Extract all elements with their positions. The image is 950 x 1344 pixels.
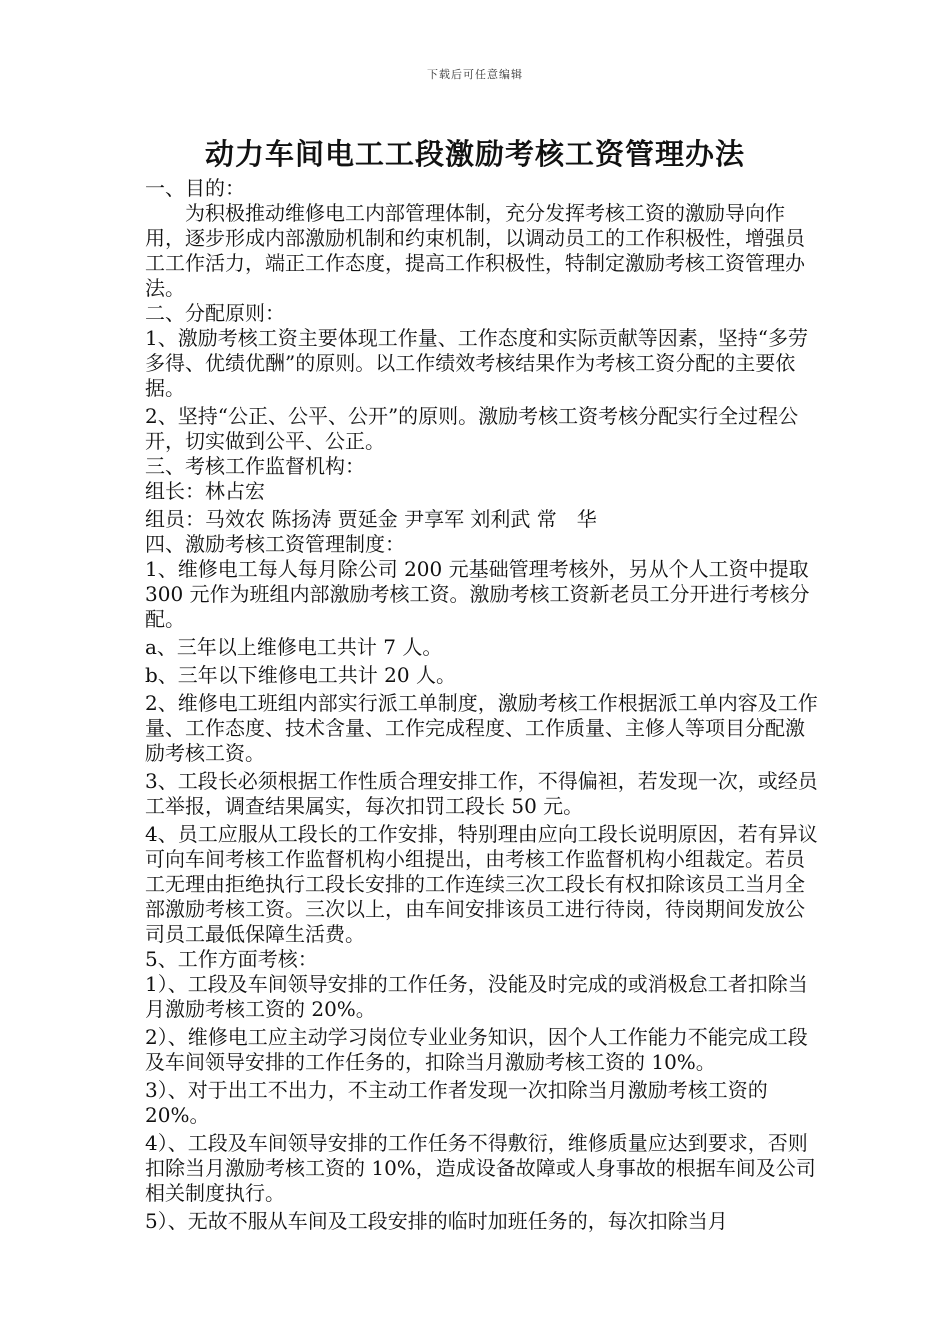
paragraph-purpose: 为积极推动维修电工内部管理体制，充分发挥考核工资的激励导向作用，逐步形成内部激励机制和约束机制，以调动员工的工作积极性，增强员工工作活力，端正工作态度，提高工作积极性，特制定激励考核工资管理办法。	[145, 201, 805, 300]
paragraph-rule-1b: b、三年以下维修电工共计 20 人。	[145, 663, 456, 687]
paragraph-rule-2: 2、维修电工班组内部实行派工单制度，激励考核工作根据派工单内容及工作量、工作态度、技术含量、工作完成程度、工作质量、主修人等项目分配激励考核工资。	[145, 691, 818, 765]
section-heading-purpose: 一、目的：	[145, 176, 245, 200]
paragraph-principle-2: 2、坚持“公正、公平、公开”的原则。激励考核工资考核分配实行全过程公开，切实做到公平、公正。	[145, 404, 799, 453]
document-body	[145, 176, 820, 1234]
section-heading-supervision: 三、考核工作监督机构：	[145, 454, 365, 478]
paragraph-rule-3: 3、工段长必须根据工作性质合理安排工作，不得偏袒，若发现一次，或经员工举报，调查结果属实，每次扣罚工段长 50 元。	[145, 769, 818, 818]
paragraph-rule-5-3: 3）、对于出工不出力，不主动工作者发现一次扣除当月激励考核工资的 20%。	[145, 1078, 768, 1127]
paragraph-rule-5-1: 1）、工段及车间领导安排的工作任务，没能及时完成的或消极怠工者扣除当月激励考核工资的 20%。	[145, 972, 808, 1021]
document-title: 动力车间电工工段激励考核工资管理办法	[204, 137, 745, 171]
paragraph-team-members: 组员：马效农 陈扬涛 贾延金 尹享军 刘利武 常 华	[145, 507, 597, 531]
paragraph-team-leader: 组长：林占宏	[145, 479, 265, 503]
paragraph-principle-1: 1、激励考核工资主要体现工作量、工作态度和实际贡献等因素，坚持“多劳多得、优绩优酬”的原则。以工作绩效考核结果作为考核工资分配的主要依据。	[145, 326, 808, 400]
paragraph-rule-1: 1、维修电工每人每月除公司 200 元基础管理考核外，另从个人工资中提取 300 元作为班组内部激励考核工资。激励考核工资新老员工分开进行考核分配。	[145, 557, 810, 631]
download-editable-note: 下载后可任意编辑	[427, 68, 523, 81]
paragraph-rule-5-5: 5）、无故不服从车间及工段安排的临时加班任务的，每次扣除当月	[145, 1209, 728, 1233]
section-heading-principles: 二、分配原则：	[145, 301, 285, 325]
paragraph-rule-5-4: 4）、工段及车间领导安排的工作任务不得敷衍，维修质量应达到要求，否则扣除当月激励考核工资的 10%，造成设备故障或人身事故的根据车间及公司相关制度执行。	[145, 1131, 816, 1205]
section-heading-rules: 四、激励考核工资管理制度：	[145, 532, 405, 556]
paragraph-rule-4: 4、员工应服从工段长的工作安排，特别理由应向工段长说明原因，若有异议可向车间考核工作监督机构小组提出，由考核工作监督机构小组裁定。若员工无理由拒绝执行工段长安排的工作连续三次工段长有权扣除该员工当月全部激励考核工资。三次以上，由车间安排该员工进行待岗，待岗期间发放公司员工最低保障生活费。	[145, 822, 818, 946]
paragraph-rule-5-2: 2）、维修电工应主动学习岗位专业业务知识，因个人工作能力不能完成工段及车间领导安排的工作任务的，扣除当月激励考核工资的 10%。	[145, 1025, 808, 1074]
paragraph-rule-5-heading: 5、工作方面考核：	[145, 947, 318, 971]
paragraph-rule-1a: a、三年以上维修电工共计 7 人。	[145, 635, 443, 659]
